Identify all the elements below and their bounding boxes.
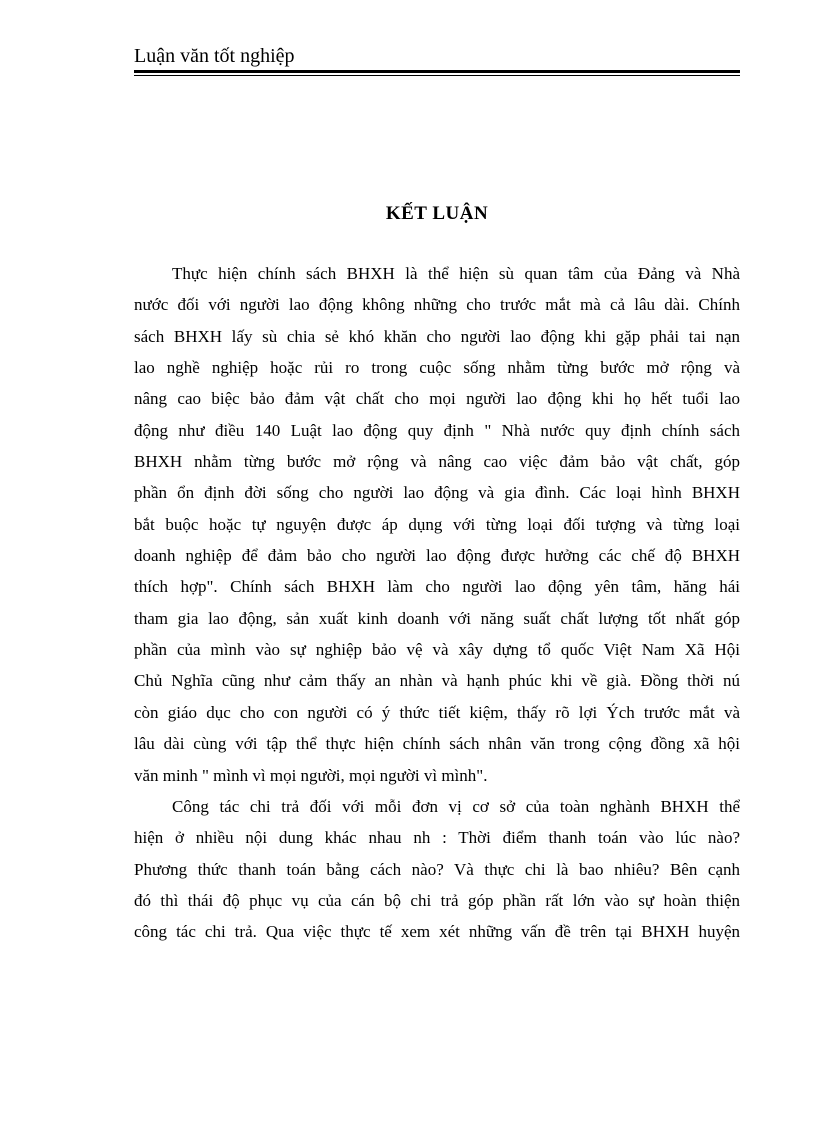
header-rule-thick xyxy=(134,70,740,73)
paragraph-1-line-2: nước đối với người lao động không những cho trước mắt mà cả lâu dài. Chính xyxy=(134,295,740,315)
body-text xyxy=(134,258,740,948)
paragraph-1-line-10: doanh nghiệp để đảm bảo cho người lao động được hưởng các chế độ BHXH xyxy=(134,546,740,566)
paragraph-1-line-5: nâng cao biệc bảo đảm vật chất cho mọi người lao động khi họ hết tuổi lao xyxy=(134,389,740,409)
paragraph-2-line-1: Công tác chi trả đối với mỗi đơn vị cơ sở của toàn nghành BHXH thể xyxy=(172,796,740,816)
paragraph-2-line-5: công tác chi trả. Qua việc thực tế xem xét những vấn đề trên tại BHXH huyện xyxy=(134,922,740,942)
paragraph-1-line-17: văn minh " mình vì mọi người, mọi người vì mình". xyxy=(134,765,488,785)
paragraph-2-line-4: đó thì thái độ phục vụ của cán bộ chi trả góp phần rất lớn vào sự hoàn thiện xyxy=(134,890,740,910)
paragraph-1-line-4: lao nghề nghiệp hoặc rủi ro trong cuộc sống nhằm từng bước mở rộng và xyxy=(134,358,740,378)
header-rule-thin xyxy=(134,75,740,76)
paragraph-1-line-11: thích hợp". Chính sách BHXH làm cho người lao động yên tâm, hăng hái xyxy=(134,577,740,597)
paragraph-1-line-12: tham gia lao động, sản xuất kinh doanh với năng suất chất lượng tốt nhất góp xyxy=(134,608,740,628)
paragraph-1-line-3: sách BHXH lấy sù chia sẻ khó khăn cho người lao động khi gặp phải tai nạn xyxy=(134,326,740,346)
paragraph-1-line-8: phần ổn định đời sống cho người lao động và gia đình. Các loại hình BHXH xyxy=(134,483,740,503)
paragraph-1-line-13: phần của mình vào sự nghiệp bảo vệ và xây dựng tổ quốc Việt Nam Xã Hội xyxy=(134,640,740,660)
paragraph-1-line-7: BHXH nhằm từng bước mở rộng và nâng cao việc đảm bảo vật chất, góp xyxy=(134,452,740,472)
paragraph-1-line-9: bắt buộc hoặc tự nguyện được áp dụng với từng loại đối tượng và từng loại xyxy=(134,514,740,534)
paragraph-1-line-6: động như điều 140 Luật lao động quy định " Nhà nước quy định chính sách xyxy=(134,420,740,440)
paragraph-1-line-16: lâu dài cùng với tập thể thực hiện chính sách nhân văn trong cộng đồng xã hội xyxy=(134,734,740,754)
paragraph-1-line-14: Chủ Nghĩa cũng như cảm thấy an nhàn và hạnh phúc khi về già. Đồng thời nú xyxy=(134,671,740,691)
paragraph-2-line-3: Phương thức thanh toán bằng cách nào? Và thực chi là bao nhiêu? Bên cạnh xyxy=(134,859,740,879)
paragraph-1-line-1: Thực hiện chính sách BHXH là thể hiện sù quan tâm của Đảng và Nhà xyxy=(172,264,740,283)
paragraph-1-line-15: còn giáo dục cho con người có ý thức tiết kiệm, thấy rõ lợi Ých trước mắt và xyxy=(134,702,740,722)
running-header-title: Luận văn tốt nghiệp xyxy=(134,45,295,67)
paragraph-2-line-2: hiện ở nhiều nội dung khác nhau nh : Thời điểm thanh toán vào lúc nào? xyxy=(134,828,740,848)
section-heading: KẾT LUẬN xyxy=(385,203,489,224)
